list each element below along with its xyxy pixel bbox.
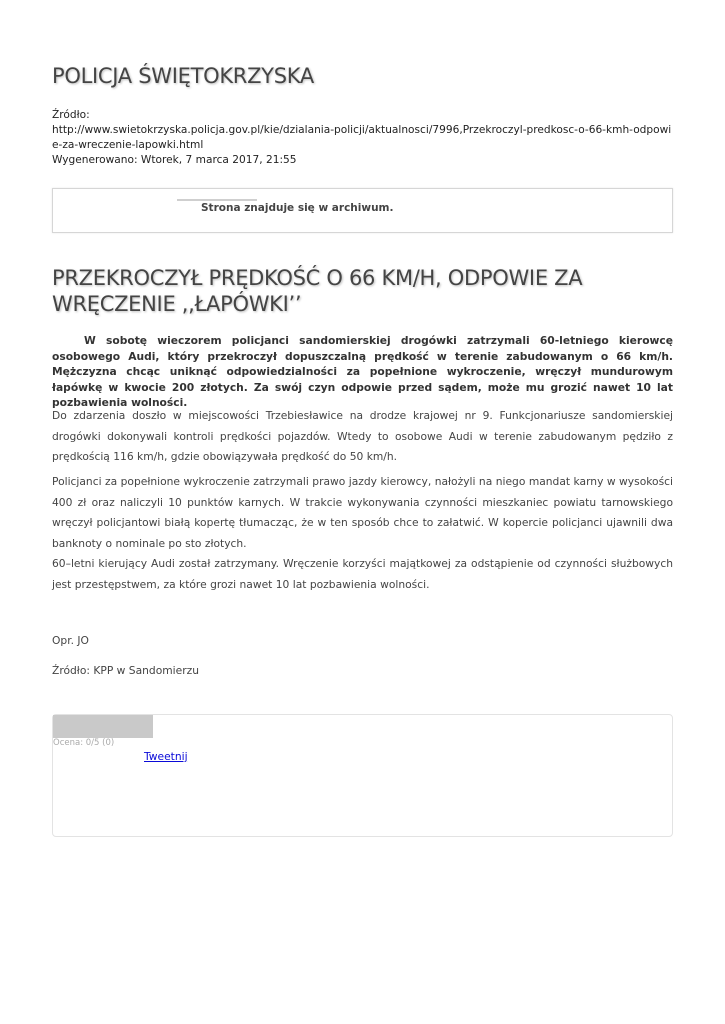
- document-meta: [52, 108, 673, 168]
- site-title: POLICJA ŚWIĘTOKRZYSKA: [52, 64, 314, 88]
- tweet-link[interactable]: Tweetnij: [144, 750, 188, 763]
- rating-bar[interactable]: [53, 715, 153, 738]
- archive-notice: Strona znajduje się w archiwum.: [201, 202, 394, 214]
- article-paragraph: Policjanci za popełnione wykroczenie zatrzymali prawo jazdy kierowcy, nałożyli na niego mandat karny w wysokości 400 zł oraz naliczyli 10 punktów karnych. W trakcie wykonywania czynności mieszkaniec powiatu tarnowskiego wręczył policjantowi białą kopertę tłumacząc, że w ten sposób chce to załatwić. W kopercie policjanci ujawnili dwa banknoty o nominale po sto złotych.: [52, 475, 673, 550]
- archive-divider: [177, 199, 257, 201]
- rating-box: [52, 714, 673, 837]
- rating-text: Ocena: 0/5 (0): [53, 738, 115, 748]
- article-source: Źródło: KPP w Sandomierzu: [52, 664, 199, 677]
- archive-notice-box: [52, 188, 673, 233]
- article-author: Opr. JO: [52, 634, 89, 647]
- generated-date: Wygenerowano: Wtorek, 7 marca 2017, 21:55: [52, 154, 297, 166]
- source-label: Źródło:: [52, 109, 90, 121]
- article-paragraph: Do zdarzenia doszło w miejscowości Trzebiesławice na drodze krajowej nr 9. Funkcjonariusze sandomierskiej drogówki dokonywali kontroli prędkości pojazdów. Wtedy to osobowe Audi w terenie zabudowanym pędziło z prędkością 116 km/h, gdzie obowiązywała prędkość do 50 km/h.: [52, 409, 673, 463]
- article-lead: W sobotę wieczorem policjanci sandomierskiej drogówki zatrzymali 60-letniego kierowcę osobowego Audi, który przekroczył dopuszczalną prędkość w terenie zabudowanym o 66 km/h. Mężczyzna chcąc uniknąć odpowiedzialności za popełnione wykroczenie, wręczył mundurowym łapówkę w kwocie 200 złotych. Za swój czyn odpowie przed sądem, może mu grozić nawet 10 lat pozbawienia wolności.: [52, 334, 673, 409]
- article-paragraph: 60–letni kierujący Audi został zatrzymany. Wręczenie korzyści majątkowej za odstąpienie od czynności służbowych jest przestępstwem, za które grozi nawet 10 lat pozbawienia wolności.: [52, 557, 673, 591]
- article-title: PRZEKROCZYŁ PRĘDKOŚĆ O 66 KM/H, ODPOWIE ZA WRĘCZENIE ,,ŁAPÓWKI’’: [52, 266, 583, 316]
- source-url: http://www.swietokrzyska.policja.gov.pl/kie/dzialania-policji/aktualnosci/7996,Przekroczyl-predkosc-o-66-kmh-odpowie-za-wreczenie-lapowki.html: [52, 124, 672, 151]
